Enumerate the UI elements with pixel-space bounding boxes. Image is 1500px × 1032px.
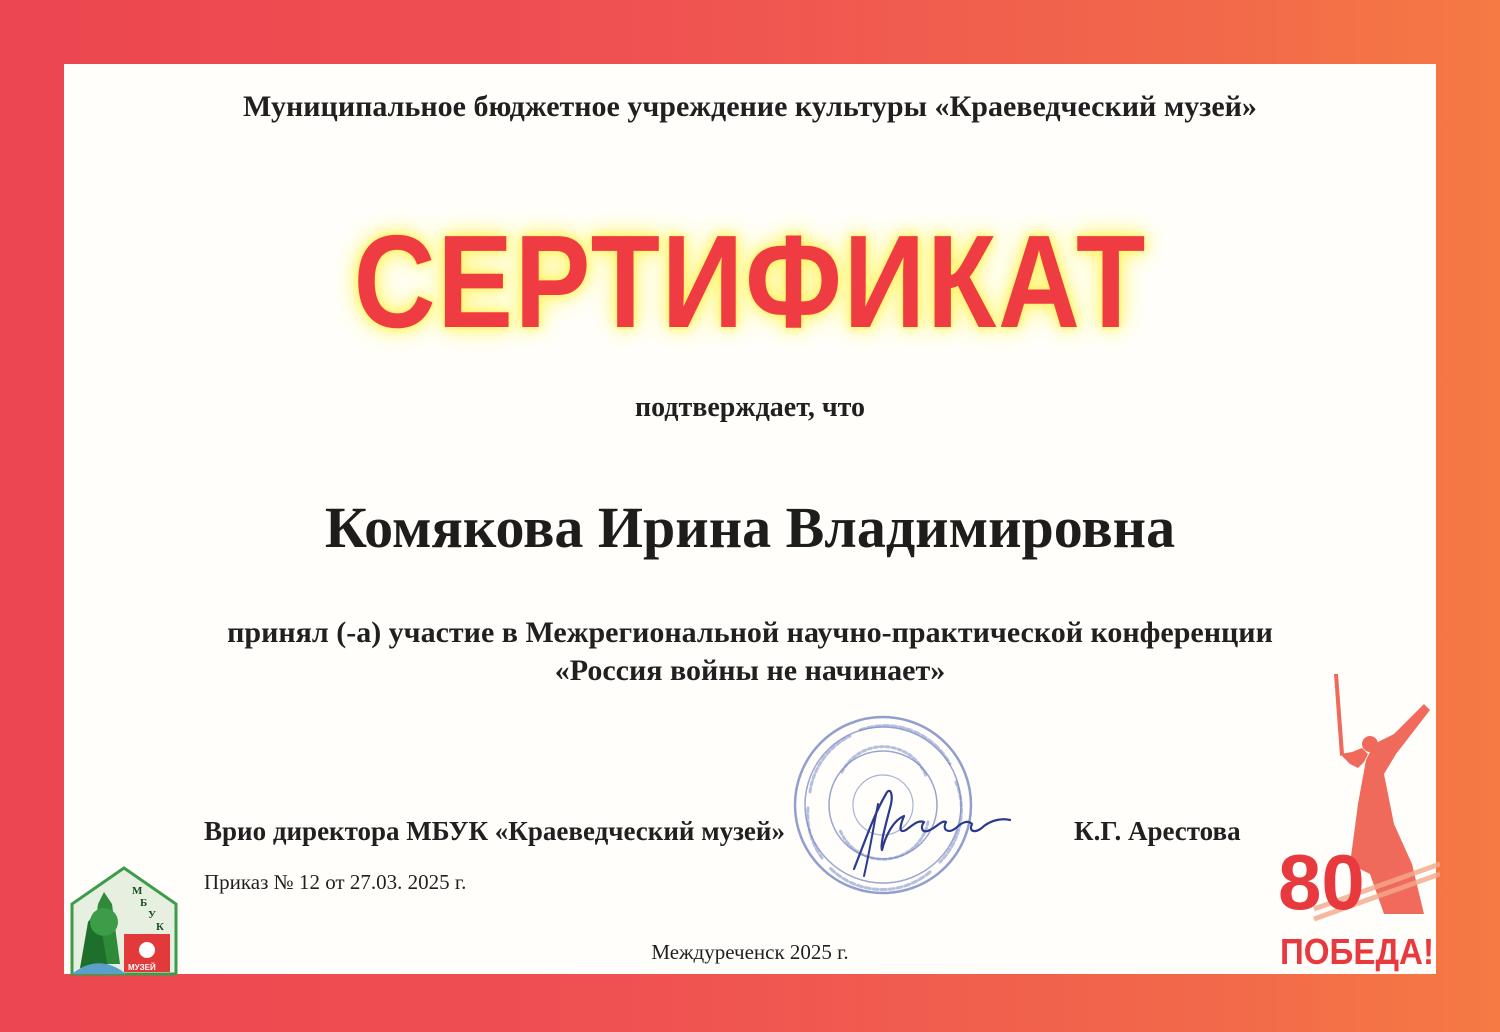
museum-logo-icon (64, 864, 184, 976)
organization-heading: Муниципальное бюджетное учреждение культуры «Краеведческий музей» (243, 90, 1257, 123)
emblem-caption: ПОБЕДА! (1280, 931, 1434, 972)
logo-letter: К (156, 921, 164, 933)
certificate-sheet (64, 64, 1436, 974)
title-container (64, 208, 1436, 355)
recipient-name: Комякова Ирина Владимировна (324, 495, 1176, 560)
conference-name: «Россия войны не начинает» (554, 654, 946, 687)
signer-role: Врио директора МБУК «Краеведческий музей» (204, 816, 785, 846)
participation-text: принял (-а) участие в Межрегиональной научно-практической конференции (227, 616, 1273, 649)
certificate-title: СЕРТИФИКАТ (353, 208, 1147, 355)
victory-80-emblem-icon (1274, 664, 1440, 974)
logo-letter: У (148, 909, 157, 921)
order-reference: Приказ № 12 от 27.03. 2025 г. (204, 870, 467, 894)
signature-icon (834, 764, 1014, 884)
confirmation-text: подтверждает, что (634, 392, 866, 423)
logo-letter: Б (140, 897, 148, 909)
logo-letter: М (132, 885, 143, 897)
signer-name: К.Г. Арестова (1074, 816, 1241, 846)
logo-caption: МУЗЕЙ (128, 963, 156, 972)
city-year: Междуреченск 2025 г. (651, 940, 849, 964)
emblem-number: 80 (1278, 838, 1365, 926)
